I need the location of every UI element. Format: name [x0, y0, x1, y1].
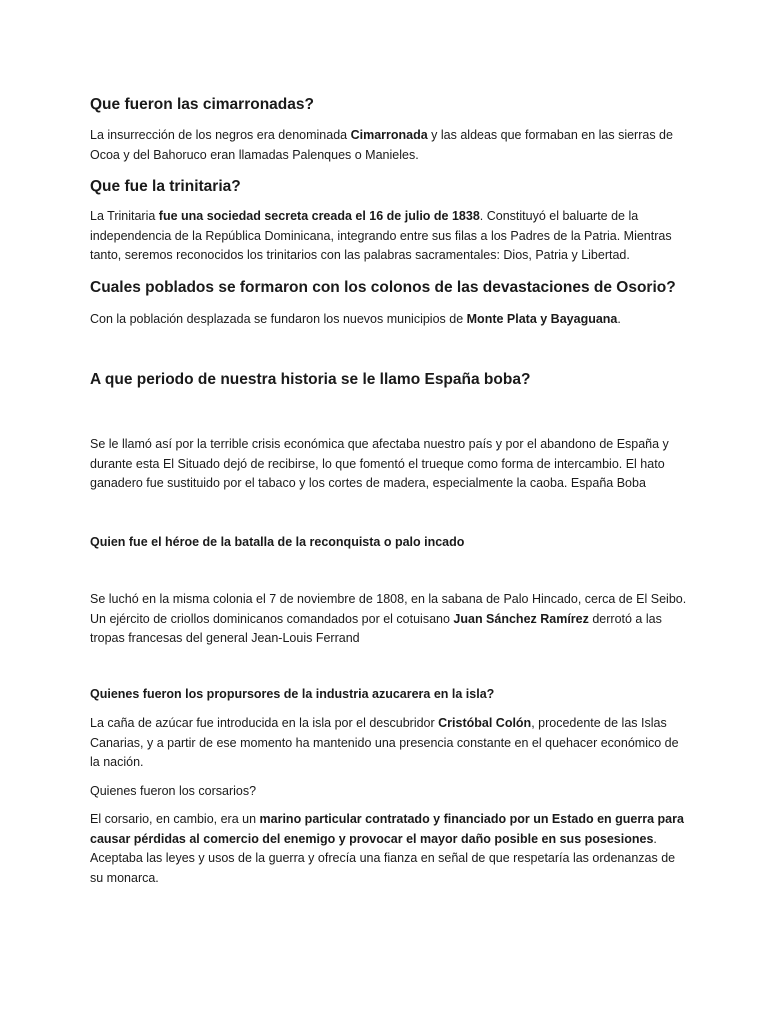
bold-text-run: Juan Sánchez Ramírez [453, 611, 589, 626]
heading-espana-boba: A que periodo de nuestra historia se le llamo España boba? [90, 371, 531, 388]
heading-cimarronadas: Que fueron las cimarronadas? [90, 96, 314, 113]
text-run: y las aldeas que formaban en las sierras de Ocoa y del Bahoruco eran llamadas Palenques o Manieles. [90, 128, 673, 162]
bold-text-run: marino particular contratado y financiado por un Estado en guerra para causar pérdidas al comercio del enemigo y provocar el mayor daño posible en sus posesiones [90, 812, 684, 846]
bold-text-run: Cimarronada [350, 128, 428, 142]
text-run: La insurrección de los negros era denominada [90, 128, 351, 142]
paragraph-corsarios [90, 810, 690, 888]
text-run: Se luchó en la misma colonia el 7 de noviembre de 1808, en la sabana de Palo Hincado, cerca de El Seibo. Un ejército de criollos dominicanos comandados por el cotuisano [90, 592, 687, 626]
paragraph-trinitaria [90, 207, 690, 266]
text-run: derrotó a las tropas francesas del general Jean-Louis Ferrand [90, 611, 662, 645]
paragraph-espana-boba [90, 435, 690, 494]
text-run: El corsario, en cambio, era un [90, 812, 260, 826]
heading-azucarera: Quienes fueron los propursores de la industria azucarera en la isla? [90, 687, 495, 701]
paragraph-palo-hincado [90, 590, 690, 649]
text-run: Con la población desplazada se fundaron los nuevos municipios de [90, 312, 467, 326]
text-run: . Aceptaba las leyes y usos de la guerra y ofrecía una fianza en señal de que respetaría las ordenanzas de su monarca. [90, 831, 676, 885]
bold-text-run: fue una sociedad secreta creada el 16 de julio de 1838 [158, 209, 480, 223]
heading-osorio: Cuales poblados se formaron con los colonos de las devastaciones de Osorio? [90, 279, 676, 296]
paragraph-cimarronadas [90, 126, 690, 165]
text-run: Se le llamó así por la terrible crisis económica que afectaba nuestro país y por el abandono de España y durante esta El Situado dejó de recibirse, lo que fomentó el trueque como forma de intercambio. El hato ganadero fue sustituido por el tabaco y los cortes de madera, especialmente la caoba. España Boba [90, 437, 669, 490]
bold-text-run: Monte Plata y Bayaguana [466, 312, 618, 326]
text-run: La Trinitaria [90, 209, 159, 223]
text-run: , procedente de las Islas Canarias, y a partir de ese momento ha mantenido una presencia constante en el quehacer económico de la nación. [90, 716, 679, 769]
heading-corsarios: Quienes fueron los corsarios? [90, 784, 257, 798]
text-run: . [617, 312, 621, 326]
bold-text-run: Cristóbal Colón [438, 716, 532, 730]
heading-palo-hincado: Quien fue el héroe de la batalla de la reconquista o palo incado [90, 535, 465, 549]
text-run: La caña de azúcar fue introducida en la isla por el descubridor [90, 716, 439, 730]
heading-trinitaria: Que fue la trinitaria? [90, 178, 241, 195]
paragraph-azucarera [90, 714, 690, 773]
text-run: . Constituyó el baluarte de la independencia de la República Dominicana, integrando entre sus filas a los Padres de la Patria. Mientras tanto, seremos reconocidos los trinitarios con las palabras sacramentales: Dios, Patria y Libertad. [90, 209, 672, 262]
paragraph-osorio [90, 310, 690, 330]
